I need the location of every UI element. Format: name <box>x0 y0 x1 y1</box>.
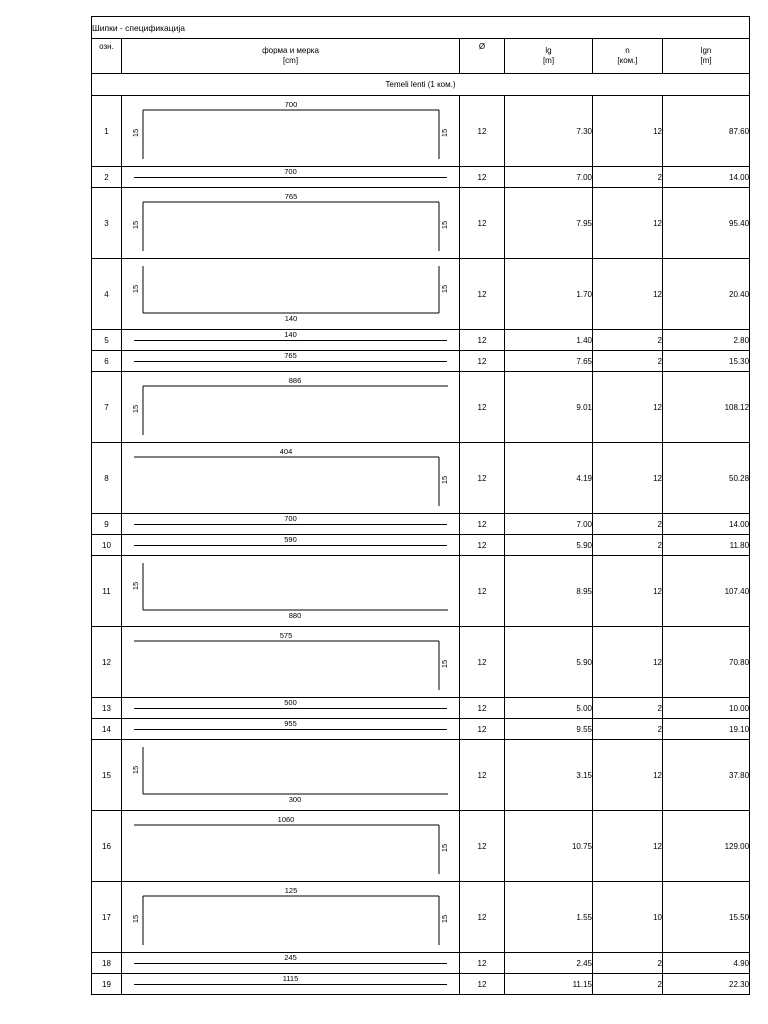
bar-shape-drawing <box>122 96 459 166</box>
row-diameter: 12 <box>460 953 505 974</box>
table-row <box>92 443 750 514</box>
header-lgn <box>663 39 750 74</box>
row-diameter: 12 <box>460 882 505 953</box>
row-count: 12 <box>593 740 663 811</box>
header-lg-unit: [m] <box>542 56 555 65</box>
header-lgn-unit: [m] <box>700 56 712 65</box>
row-length: 3.15 <box>505 740 593 811</box>
row-count: 12 <box>593 443 663 514</box>
table-row <box>92 372 750 443</box>
bar-shape-svg <box>122 740 460 810</box>
dim-length: 140 <box>284 314 298 323</box>
row-total-length: 19.10 <box>663 719 750 740</box>
table-row <box>92 698 750 719</box>
row-mark: 5 <box>92 330 122 351</box>
header-form-unit: [cm] <box>282 56 299 65</box>
dim-length: 575 <box>279 631 293 640</box>
dim-leg-right: 15 <box>440 284 449 294</box>
row-total-length: 10.00 <box>663 698 750 719</box>
row-shape-cell <box>122 351 460 372</box>
header-dia: Ø <box>460 39 505 74</box>
bar-shape-drawing <box>122 372 459 442</box>
row-total-length: 87.60 <box>663 96 750 167</box>
row-shape-cell <box>122 882 460 953</box>
row-count: 2 <box>593 974 663 995</box>
row-diameter: 12 <box>460 96 505 167</box>
row-count: 12 <box>593 627 663 698</box>
row-length: 7.30 <box>505 96 593 167</box>
row-shape-cell <box>122 811 460 882</box>
header-oz: озн. <box>92 39 122 74</box>
row-diameter: 12 <box>460 627 505 698</box>
row-mark: 15 <box>92 740 122 811</box>
row-length: 5.00 <box>505 698 593 719</box>
bar-shape-svg <box>122 259 460 329</box>
dim-leg-right: 15 <box>440 914 449 924</box>
row-shape-cell <box>122 514 460 535</box>
row-length: 5.90 <box>505 535 593 556</box>
table-row <box>92 330 750 351</box>
dim-leg-left: 15 <box>131 404 140 414</box>
row-mark: 4 <box>92 259 122 330</box>
dim-length: 880 <box>288 611 302 620</box>
row-length: 7.65 <box>505 351 593 372</box>
row-length: 4.19 <box>505 443 593 514</box>
dim-length: 1115 <box>282 974 299 983</box>
dim-length: 404 <box>279 447 293 456</box>
header-form-label: форма и мерка <box>262 46 319 55</box>
dim-length: 300 <box>288 795 302 804</box>
row-length: 5.90 <box>505 627 593 698</box>
row-mark: 3 <box>92 188 122 259</box>
row-mark: 9 <box>92 514 122 535</box>
row-shape-cell <box>122 443 460 514</box>
row-count: 12 <box>593 96 663 167</box>
row-diameter: 12 <box>460 811 505 882</box>
row-count: 2 <box>593 514 663 535</box>
row-mark: 14 <box>92 719 122 740</box>
table-row <box>92 351 750 372</box>
row-total-length: 108.12 <box>663 372 750 443</box>
dim-leg-right: 15 <box>440 128 449 138</box>
dim-length: 1060 <box>277 815 295 824</box>
bar-shape-drawing <box>122 188 459 258</box>
row-length: 10.75 <box>505 811 593 882</box>
bar-shape-svg <box>122 556 460 626</box>
row-diameter: 12 <box>460 556 505 627</box>
row-total-length: 95.40 <box>663 188 750 259</box>
row-length: 2.45 <box>505 953 593 974</box>
dim-length: 245 <box>284 953 297 962</box>
table-row <box>92 188 750 259</box>
row-total-length: 20.40 <box>663 259 750 330</box>
dim-leg-right: 15 <box>440 843 449 853</box>
bar-straight <box>134 361 447 362</box>
row-diameter: 12 <box>460 535 505 556</box>
bar-shape-svg <box>122 882 460 952</box>
dim-length: 590 <box>284 535 297 544</box>
bar-shape-drawing <box>122 259 459 329</box>
dim-length: 765 <box>284 351 297 360</box>
table-row <box>92 811 750 882</box>
row-diameter: 12 <box>460 188 505 259</box>
row-count: 12 <box>593 188 663 259</box>
dim-length: 700 <box>284 167 297 176</box>
bar-straight <box>134 984 447 985</box>
row-total-length: 22.30 <box>663 974 750 995</box>
bar-shape-drawing <box>122 627 459 697</box>
row-diameter: 12 <box>460 259 505 330</box>
row-total-length: 15.30 <box>663 351 750 372</box>
bar-straight <box>134 708 447 709</box>
dim-length: 140 <box>284 330 297 339</box>
title-row <box>92 17 750 39</box>
bar-straight <box>134 729 447 730</box>
table-row <box>92 535 750 556</box>
row-shape-cell <box>122 740 460 811</box>
row-total-length: 11.80 <box>663 535 750 556</box>
row-shape-cell <box>122 535 460 556</box>
bar-shape-svg <box>122 188 460 258</box>
row-shape-cell <box>122 556 460 627</box>
dim-length: 765 <box>284 192 298 201</box>
bar-straight <box>134 340 447 341</box>
row-count: 2 <box>593 167 663 188</box>
row-shape-cell <box>122 372 460 443</box>
table-row <box>92 96 750 167</box>
row-length: 7.00 <box>505 514 593 535</box>
row-count: 2 <box>593 330 663 351</box>
row-total-length: 37.80 <box>663 740 750 811</box>
row-total-length: 2.80 <box>663 330 750 351</box>
bar-shape-svg <box>122 627 460 697</box>
row-count: 2 <box>593 535 663 556</box>
header-lg-label: lg <box>545 46 552 55</box>
bar-shape-drawing <box>122 882 459 952</box>
row-count: 12 <box>593 556 663 627</box>
dim-leg-left: 15 <box>131 581 140 591</box>
row-length: 8.95 <box>505 556 593 627</box>
header-lg <box>505 39 593 74</box>
dim-length: 700 <box>284 514 297 523</box>
header-form <box>122 39 460 74</box>
row-total-length: 14.00 <box>663 167 750 188</box>
row-mark: 19 <box>92 974 122 995</box>
row-diameter: 12 <box>460 698 505 719</box>
header-n-unit: [ком.] <box>617 56 638 65</box>
table-row <box>92 556 750 627</box>
row-diameter: 12 <box>460 443 505 514</box>
header-n <box>593 39 663 74</box>
dim-leg-left: 15 <box>131 765 140 775</box>
row-count: 2 <box>593 719 663 740</box>
dim-length: 955 <box>284 719 297 728</box>
row-shape-cell <box>122 330 460 351</box>
table-row <box>92 974 750 995</box>
row-diameter: 12 <box>460 330 505 351</box>
header-lgn-label: lgn <box>700 46 712 55</box>
row-diameter: 12 <box>460 719 505 740</box>
row-count: 12 <box>593 259 663 330</box>
header-n-label: n <box>625 46 630 55</box>
row-length: 9.01 <box>505 372 593 443</box>
row-mark: 10 <box>92 535 122 556</box>
row-total-length: 129.00 <box>663 811 750 882</box>
row-mark: 7 <box>92 372 122 443</box>
row-total-length: 15.50 <box>663 882 750 953</box>
row-mark: 11 <box>92 556 122 627</box>
bar-shape-svg <box>122 811 460 881</box>
row-diameter: 12 <box>460 372 505 443</box>
dim-leg-right: 15 <box>440 475 449 485</box>
table-row <box>92 627 750 698</box>
bar-shape-drawing <box>122 556 459 626</box>
row-mark: 1 <box>92 96 122 167</box>
row-diameter: 12 <box>460 974 505 995</box>
bar-straight <box>134 963 447 964</box>
bar-straight <box>134 524 447 525</box>
table-row <box>92 259 750 330</box>
bar-shape-drawing <box>122 443 459 513</box>
dim-leg-left: 15 <box>131 220 140 230</box>
dim-leg-right: 15 <box>440 659 449 669</box>
row-count: 2 <box>593 953 663 974</box>
row-total-length: 107.40 <box>663 556 750 627</box>
row-diameter: 12 <box>460 514 505 535</box>
dim-length: 500 <box>284 698 297 707</box>
bar-shape-svg <box>122 96 460 166</box>
dim-leg-right: 15 <box>440 220 449 230</box>
header-row <box>92 39 750 74</box>
row-length: 1.40 <box>505 330 593 351</box>
dim-length: 700 <box>284 100 298 109</box>
row-length: 1.55 <box>505 882 593 953</box>
bar-straight <box>134 177 447 178</box>
row-shape-cell <box>122 953 460 974</box>
row-length: 7.00 <box>505 167 593 188</box>
row-shape-cell <box>122 719 460 740</box>
row-length: 7.95 <box>505 188 593 259</box>
row-shape-cell <box>122 259 460 330</box>
row-mark: 2 <box>92 167 122 188</box>
row-mark: 17 <box>92 882 122 953</box>
table-row <box>92 882 750 953</box>
row-count: 2 <box>593 698 663 719</box>
bar-shape-drawing <box>122 740 459 810</box>
row-mark: 8 <box>92 443 122 514</box>
row-count: 10 <box>593 882 663 953</box>
row-total-length: 4.90 <box>663 953 750 974</box>
dim-length: 886 <box>288 376 302 385</box>
row-length: 9.55 <box>505 719 593 740</box>
row-shape-cell <box>122 96 460 167</box>
table-row <box>92 514 750 535</box>
row-mark: 13 <box>92 698 122 719</box>
row-shape-cell <box>122 167 460 188</box>
row-length: 1.70 <box>505 259 593 330</box>
row-mark: 18 <box>92 953 122 974</box>
dim-leg-left: 15 <box>131 284 140 294</box>
group-label: Temeli lenti (1 ком.) <box>92 74 750 96</box>
row-shape-cell <box>122 188 460 259</box>
row-count: 12 <box>593 811 663 882</box>
dim-leg-left: 15 <box>131 914 140 924</box>
row-count: 12 <box>593 372 663 443</box>
table-title: Шипки - спецификација <box>92 17 750 39</box>
row-diameter: 12 <box>460 351 505 372</box>
row-diameter: 12 <box>460 740 505 811</box>
bar-straight <box>134 545 447 546</box>
row-total-length: 70.80 <box>663 627 750 698</box>
row-mark: 6 <box>92 351 122 372</box>
row-count: 2 <box>593 351 663 372</box>
row-shape-cell <box>122 974 460 995</box>
table-row <box>92 719 750 740</box>
group-row <box>92 74 750 96</box>
row-length: 11.15 <box>505 974 593 995</box>
table-row <box>92 953 750 974</box>
row-shape-cell <box>122 627 460 698</box>
dim-leg-left: 15 <box>131 128 140 138</box>
row-total-length: 50.28 <box>663 443 750 514</box>
bar-shape-svg <box>122 443 460 513</box>
row-diameter: 12 <box>460 167 505 188</box>
rebar-specification-table <box>91 16 750 995</box>
row-shape-cell <box>122 698 460 719</box>
row-total-length: 14.00 <box>663 514 750 535</box>
bar-shape-svg <box>122 372 460 442</box>
row-mark: 12 <box>92 627 122 698</box>
bar-shape-drawing <box>122 811 459 881</box>
row-mark: 16 <box>92 811 122 882</box>
table-row <box>92 740 750 811</box>
dim-length: 125 <box>284 886 298 895</box>
table-row <box>92 167 750 188</box>
